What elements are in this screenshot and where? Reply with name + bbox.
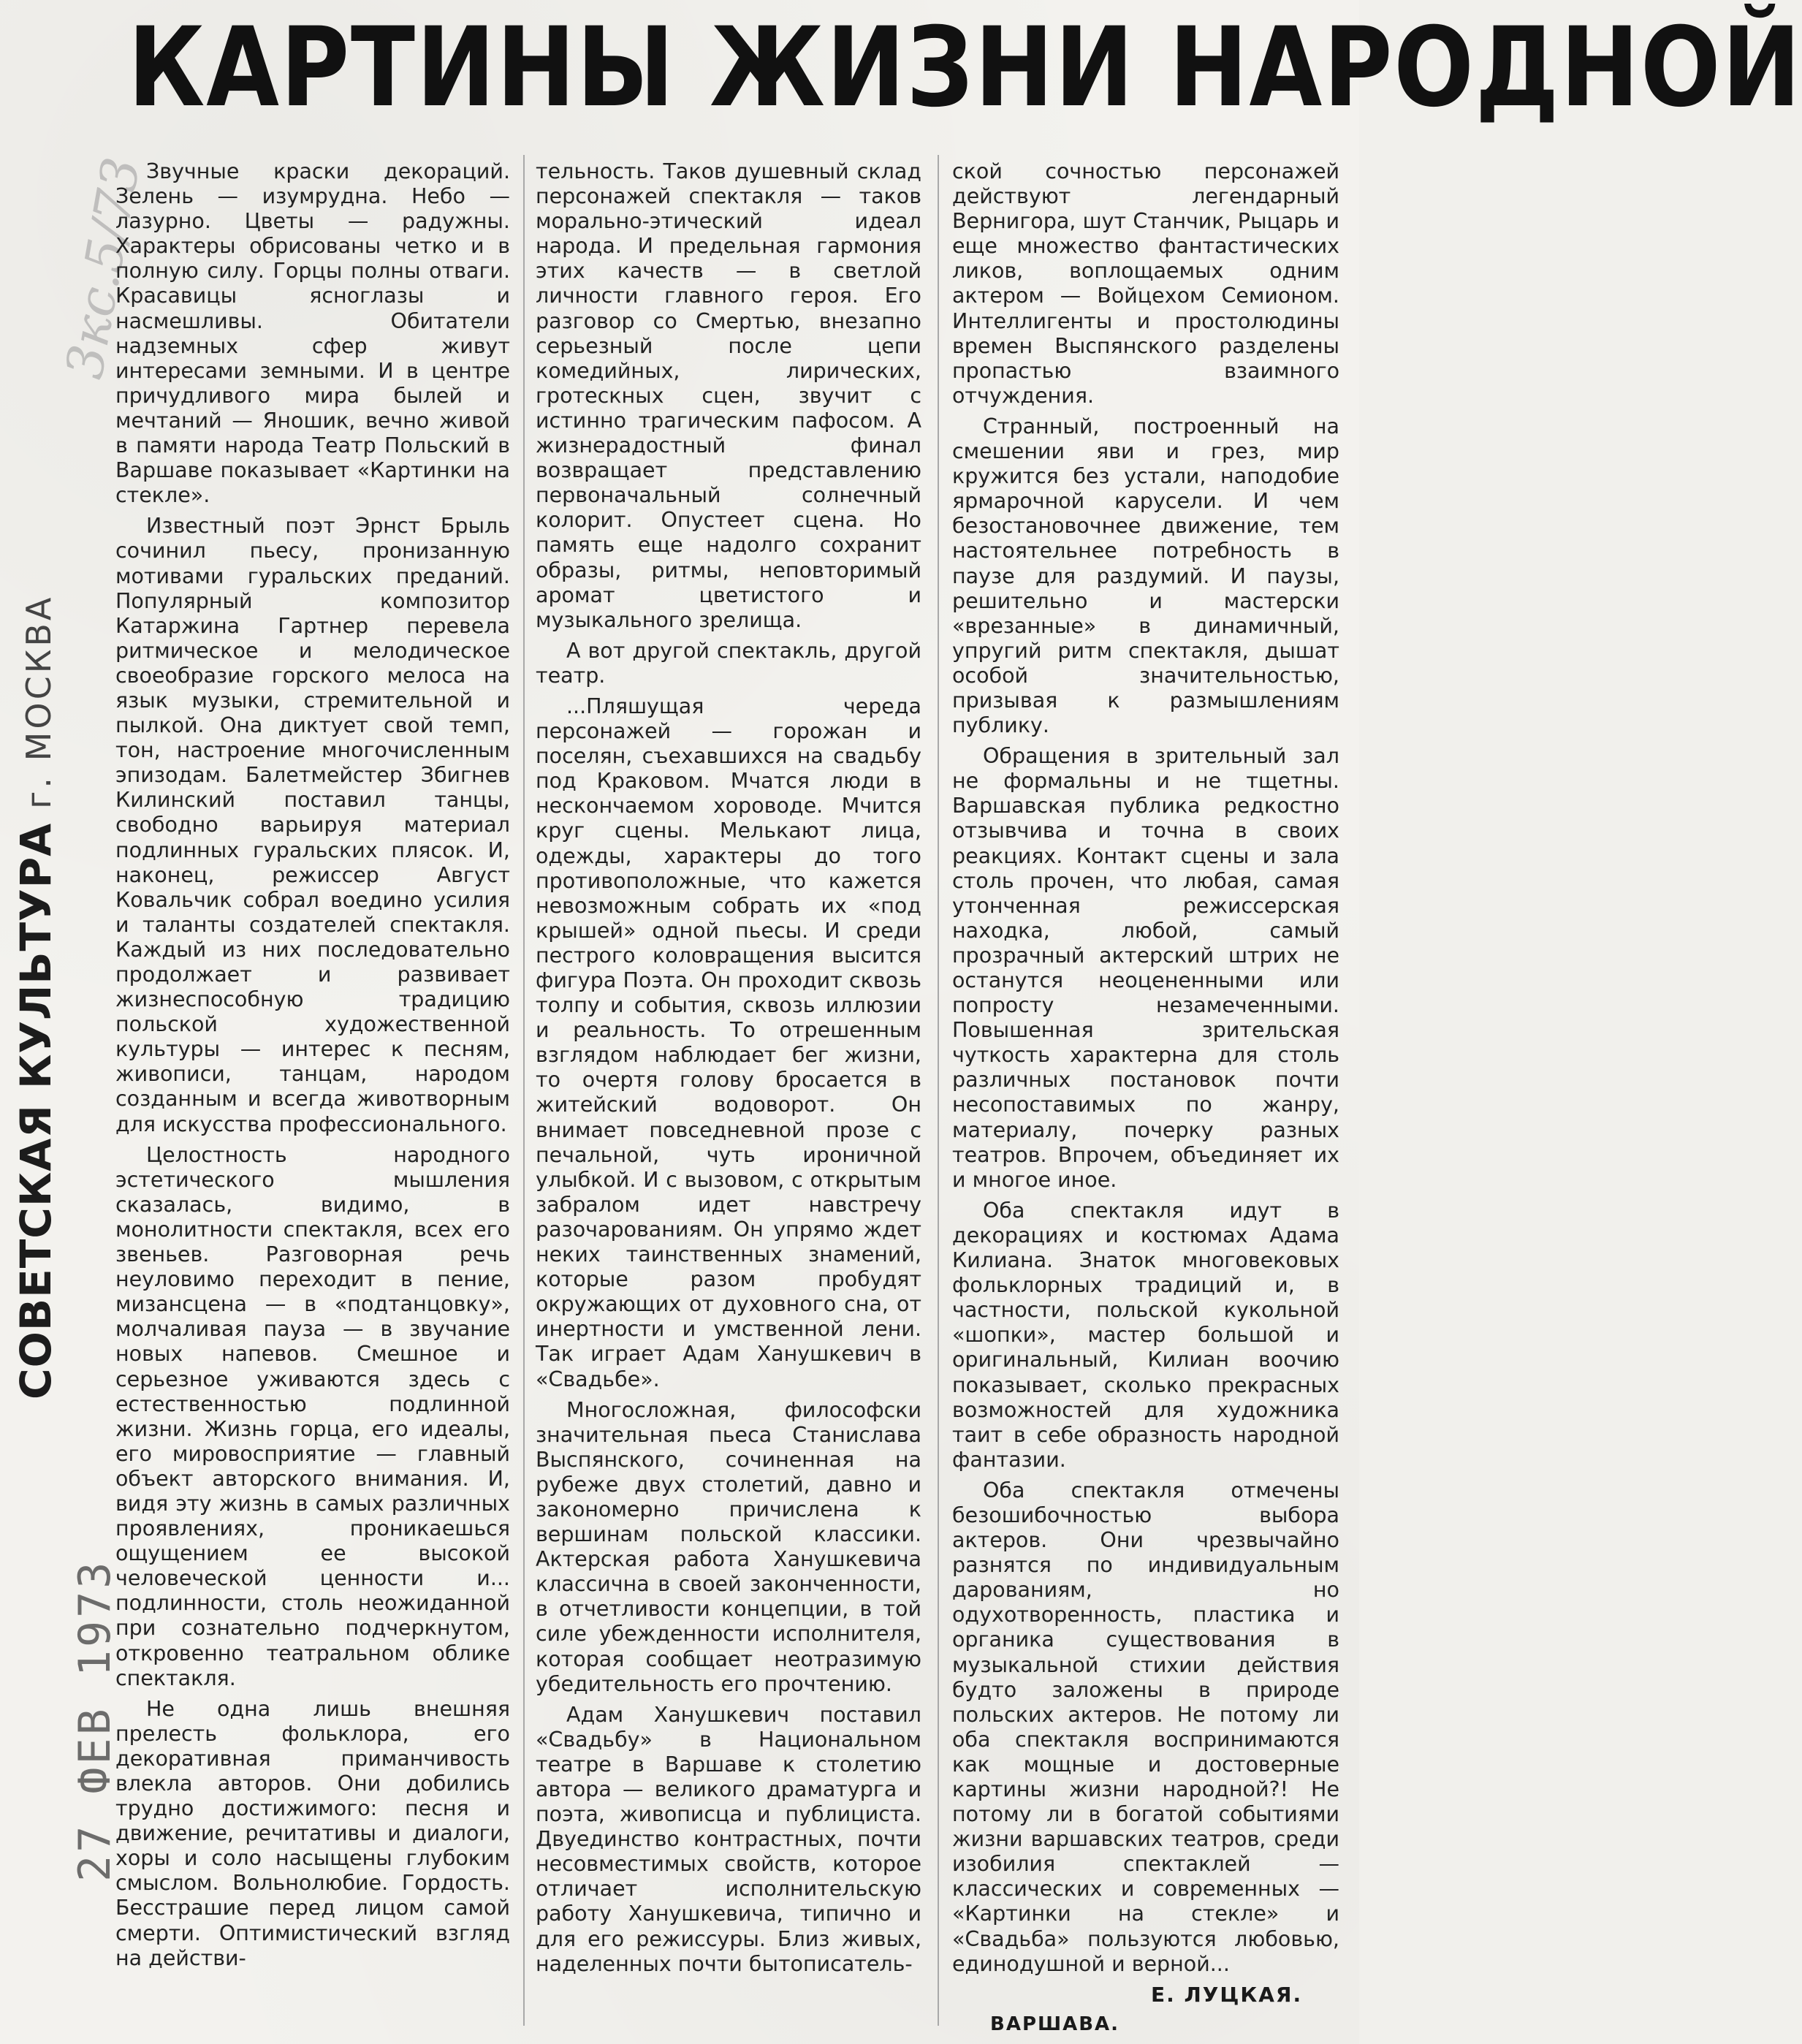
paragraph: Странный, построенный на смешении яви и грез, мир кружится без устали, наподобие ярмарочной карусели. И чем безостановочнее движение, тем настоятельнее потребность в паузе для раздумий. И паузы, решительно и мастерски «врезанные» в динамичный, упругий ритм спектакля, дышат особой значительностью, призывая к размышлениям публику.: [952, 414, 1339, 738]
paragraph: Многосложная, философски значительная пьеса Станислава Выспянского, сочиненная на рубеже двух столетий, давно и закономерно причислена к вершинам польской классики. Актерская работа Ханушкевича классична в своей законченности, в отчетливости концепции, в той силе убежденности исполнителя, которая сообщает неотразимую убедительность его прочтению.: [536, 1397, 921, 1696]
paragraph: А вот другой спектакль, другой театр.: [536, 638, 921, 688]
paragraph: тельность. Таков душевный склад персонажей спектакля — таков морально-этический идеал народа. И предельная гармония этих качеств — в светлой личности главного героя. Его разговор со Смертью, внезапно серьезный после цепи комедийных, лирических, гротескных сцен, звучит с истинно трагическим пафосом. А жизнерадостный финал возвращает представлению первоначальный солнечный колорит. Опустеет сцена. Но память еще надолго сохранит образы, ритмы, неповторимый аромат цветистого и музыкального зрелища.: [536, 159, 921, 632]
paragraph: Звучные краски декораций. Зелень — изумрудна. Небо — лазурно. Цветы — радужны. Характеры обрисованы четко и в полную силу. Горцы полны отваги. Красавицы ясноглазы и насмешливы. Обитатели надземных сфер живут интересами земными. И в центре причудливого мира былей и мечтаний — Яношик, вечно живой в памяти народа Театр Польский в Варшаве показывает «Картинки на стекле».: [115, 159, 510, 508]
paragraph: Оба спектакля идут в декорациях и костюмах Адама Килиана. Знаток многовековых фольклорных традиций и, в частности, польской кукольной «шопки», мастер большой и оригинальный, Килиан воочию показывает, сколько прекрасных возможностей для художника таит в себе образность народной фантазии.: [952, 1198, 1339, 1472]
column-divider: [523, 155, 525, 2026]
publication-stamp: [11, 413, 84, 1399]
date-stamp: 27 ФЕВ 1973: [69, 1559, 121, 1882]
article-column-1: [115, 159, 510, 1977]
paragraph: Оба спектакля отмечены безошибочностью выбора актеров. Они чрезвычайно разнятся по индивидуальным дарованиям, но одухотворенность, пластика и органика существования в музыкальной стихии действия будто заложены в природе польских актеров. Не потому ли оба спектакля воспринимаются как мощные и достоверные картины жизни народной?! Не потому ли в богатой событиями жизни варшавских театров, среди изобилия спектаклей — классических и современных — «Картинки на стекле» и «Свадьба» пользуются любовью, единодушной и верной...: [952, 1478, 1339, 1976]
article-headline: КАРТИНЫ ЖИЗНИ НАРОДНОЙ: [128, 4, 1802, 132]
article-column-2: [536, 159, 921, 1983]
publication-city: г. МОСКВА: [19, 594, 58, 809]
pencil-annotation: 3кс.5/73: [54, 153, 152, 384]
paragraph: Обращения в зрительный зал не формальны и не тщетны. Варшавская публика редкостно отзывчива и точна в своих реакциях. Контакт сцены и зала столь прочен, что любая, самая утонченная режиссерская находка, любой, самый прозрачный актерский штрих не останутся неоцененными или попросту незамеченными. Повышенная зрительская чуткость характерна для столь различных постановок почти несопоставимых по жанру, материалу, почерку разных театров. Впрочем, объединяет их и многое иное.: [952, 744, 1339, 1192]
paragraph: Адам Ханушкевич поставил «Свадьбу» в Национальном театре в Варшаве к столетию автора — великого драматурга и поэта, живописца и публициста. Двуединство контрастных, почти несовместимых свойств, которое отличает исполнительскую работу Ханушкевича, типично и для его режиссуры. Близ живых, наделенных почти бытописатель-: [536, 1702, 921, 1976]
dateline-place: ВАРШАВА.: [990, 2013, 1120, 2035]
column-divider: [938, 155, 939, 2026]
paragraph: Не одна лишь внешняя прелесть фольклора, его декоративная приманчивость влекла авторов. Они добились трудно достижимого: песня и движение, речитативы и диалоги, хоры и соло насыщены глубоким смыслом. Вольнолюбие. Гордость. Бесстрашие перед лицом самой смерти. Оптимистический взгляд на действи-: [115, 1696, 510, 1970]
paragraph: ской сочностью персонажей действуют легендарный Вернигора, шут Станчик, Рыцарь и еще множество фантастических ликов, воплощаемых одним актером — Войцехом Семионом. Интеллигенты и простолюдины времен Выспянского разделены пропастью взаимного отчуждения.: [952, 159, 1339, 408]
author-signature: Е. ЛУЦКАЯ.: [1151, 1983, 1303, 2007]
paragraph: Известный поэт Эрнст Брыль сочинил пьесу, пронизанную мотивами гуральских преданий. Популярный композитор Катаржина Гартнер перевела ритмическое и мелодическое своеобразие горского мелоса на язык музыки, стремительной и пылкой. Она диктует свой темп, тон, настроение многочисленным эпизодам. Балетмейстер Збигнев Килинский поставил танцы, свободно варьируя материал подлинных гуральских плясок. И, наконец, режиссер Август Ковальчик собрал воедино усилия и таланты создателей спектакля. Каждый из них последовательно продолжает и развивает жизнеспособную традицию польской художественной культуры — интерес к песням, живописи, танцам, народом созданным и всегда животворным для искусства профессионального.: [115, 514, 510, 1136]
paragraph: Целостность народного эстетического мышления сказалась, видимо, в монолитности спектакля, всех его звеньев. Разговорная речь неуловимо переходит в пение, мизансцена — в «подтанцовку», молчаливая пауза — в звучание новых напевов. Смешное и серьезное уживаются здесь с естественностью подлинной жизни. Жизнь горца, его идеалы, его мировосприятие — главный объект авторского внимания. И, видя эту жизнь в самых различных проявлениях, проникаешься ощущением ее высокой человеческой ценности и... подлинности, столь неожиданной при сознательно подчеркнутом, откровенно театральном облике спектакля.: [115, 1142, 510, 1690]
paragraph: ...Пляшущая череда персонажей — горожан и поселян, съехавшихся на свадьбу под Краковом. Мчатся люди в нескончаемом хороводе. Мчится круг сцены. Мелькают лица, одежды, характеры до того противоположные, что кажется невозможным собрать их «под крышей» одной пьесы. И среди пестрого коловращения высится фигура Поэта. Он проходит сквозь толпу и события, сквозь иллюзии и реальность. То отрешенным взглядом наблюдает бег жизни, то очертя голову бросается в житейский водоворот. Он внимает повседневной прозе с печальной, чуть ироничной улыбкой. И с вызовом, с открытым забралом идет навстречу разочарованиям. Он упрямо ждет неких таинственных знамений, которые разом пробудят окружающих от духовного сна, от инертности и умственной лени. Так играет Адам Ханушкевич в «Свадьбе».: [536, 694, 921, 1391]
article-column-3: [952, 159, 1339, 1983]
publication-name: СОВЕТСКАЯ КУЛЬТУРА: [11, 822, 61, 1399]
